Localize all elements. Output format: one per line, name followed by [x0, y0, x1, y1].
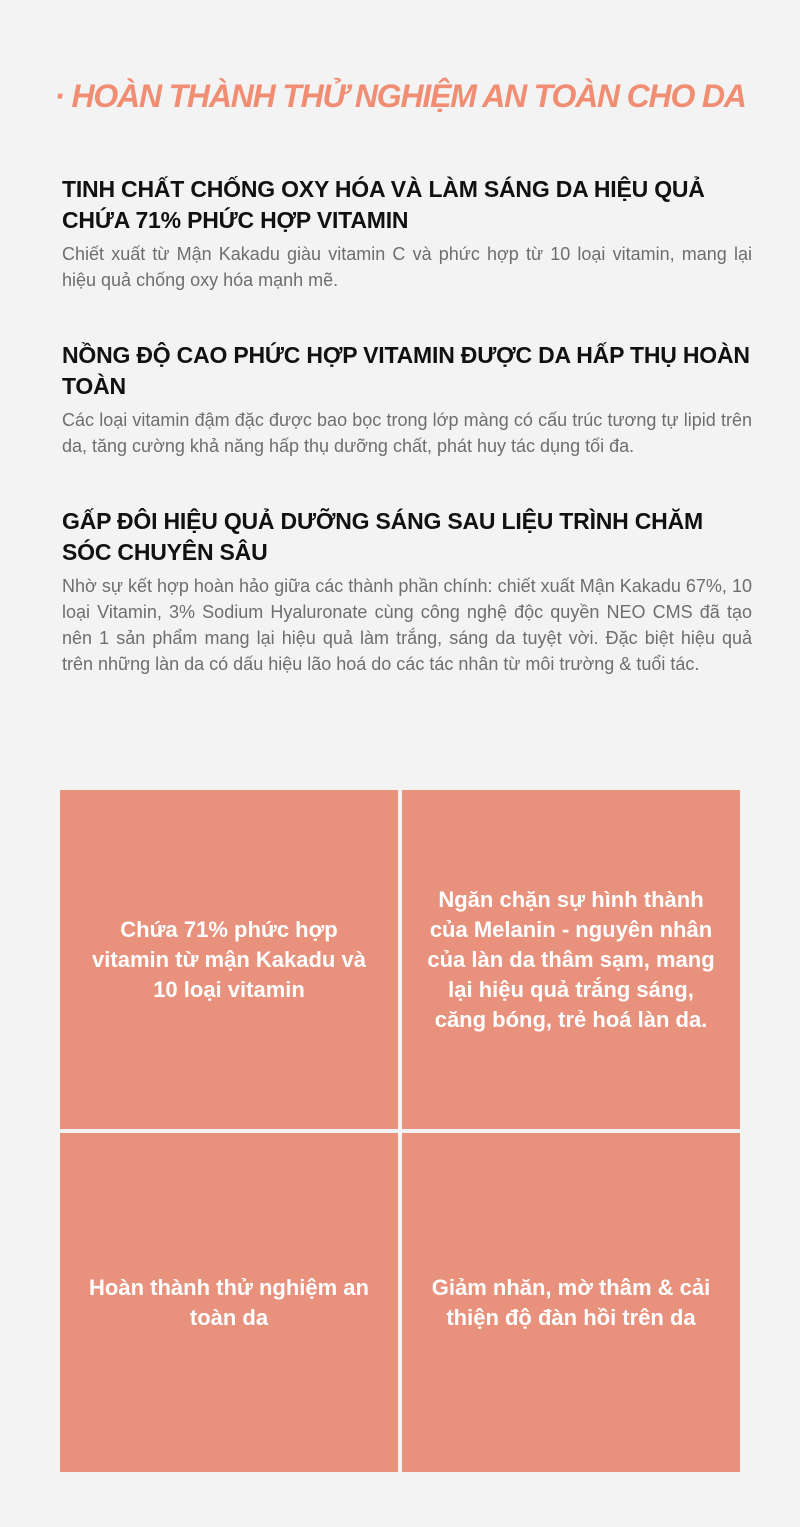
section-heading: GẤP ĐÔI HIỆU QUẢ DƯỠNG SÁNG SAU LIỆU TRÌNH CHĂM SÓC CHUYÊN SÂU — [62, 508, 703, 565]
section-body: Nhờ sự kết hợp hoàn hảo giữa các thành phần chính: chiết xuất Mận Kakadu 67%, 10 loại Vitamin, 3% Sodium Hyaluronate cùng công nghệ độc quyền NEO CMS đã tạo nên 1 sản phẩm mang lại hiệu quả làm trắng, sáng da tuyệt vời. Đặc biệt hiệu quả trên những làn da có dấu hiệu lão hoá do các tác nhân từ môi trường & tuổi tác. — [62, 576, 752, 674]
section-body: Các loại vitamin đậm đặc được bao bọc trong lớp màng có cấu trúc tương tự lipid trên da, tăng cường khả năng hấp thụ dưỡng chất, phát huy tác dụng tối đa. — [62, 410, 752, 456]
benefit-tile-melanin — [402, 790, 740, 1129]
benefits-grid — [60, 790, 740, 1472]
benefit-tile-text: Chứa 71% phức hợp vitamin từ mận Kakadu và 10 loại vitamin — [92, 916, 366, 1002]
section-body: Chiết xuất từ Mận Kakadu giàu vitamin C và phức hợp từ 10 loại vitamin, mang lại hiệu quả chống oxy hóa mạnh mẽ. — [62, 244, 752, 290]
benefit-tile-text: Hoàn thành thử nghiệm an toàn da — [89, 1274, 369, 1330]
benefit-tile-vitamin-complex — [60, 790, 398, 1129]
section-heading: NỒNG ĐỘ CAO PHỨC HỢP VITAMIN ĐƯỢC DA HẤP THỤ HOÀN TOÀN — [62, 342, 750, 399]
benefit-tile-wrinkles — [402, 1133, 740, 1472]
section-absorption — [62, 340, 752, 459]
section-brightening — [62, 506, 752, 677]
section-antioxidant — [62, 174, 752, 293]
benefit-tile-safety-test — [60, 1133, 398, 1472]
page-title: · HOÀN THÀNH THỬ NGHIỆM AN TOÀN CHO DA — [54, 78, 746, 114]
benefit-tile-text: Giảm nhăn, mờ thâm & cải thiện độ đàn hồi trên da — [431, 1274, 711, 1330]
section-heading: TINH CHẤT CHỐNG OXY HÓA VÀ LÀM SÁNG DA HIỆU QUẢ CHỨA 71% PHỨC HỢP VITAMIN — [62, 176, 705, 233]
benefit-tile-text: Ngăn chặn sự hình thành của Melanin - nguyên nhân của làn da thâm sạm, mang lại hiệu quả trắng sáng, căng bóng, trẻ hoá làn da. — [427, 886, 715, 1032]
